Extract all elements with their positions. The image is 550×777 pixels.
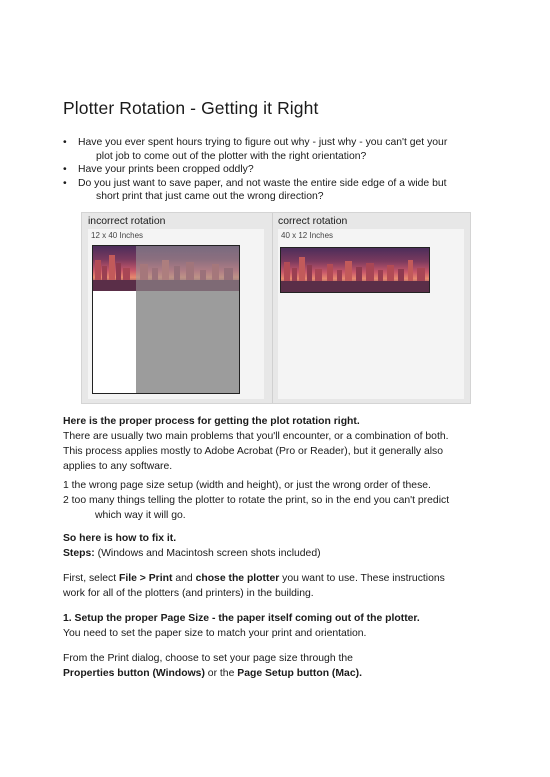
process-text-line: There are usually two main problems that you'll encounter, or a combination of both. [63,431,449,442]
dialog-line-1: From the Print dialog, choose to set your page size through the [63,653,353,664]
incorrect-rotation-label: incorrect rotation [88,216,166,227]
fix-section [63,531,493,561]
step-1-heading: 1. Setup the proper Page Size - the paper itself coming out of the plotter. [63,613,420,624]
problems-section [63,478,493,523]
print-dialog-instruction [63,651,493,681]
bullet-dot-icon: • [63,164,67,176]
problem-item-1: 1 the wrong page size setup (width and height), or just the wrong order of these. [63,480,431,491]
bullet-dot-icon: • [63,137,67,148]
dialog-line-2 [63,666,493,681]
incorrect-print-sheet [92,245,240,394]
bullet-text: Have you ever spent hours trying to figure out why - just why - you can't get your [78,137,448,148]
step-1-text: You need to set the paper size to match your print and orientation. [63,628,367,639]
dialog-text: . [359,668,362,679]
process-section [63,414,493,474]
bullet-text: Do you just want to save paper, and not waste the entire side edge of a wide but [78,177,447,189]
file-print-menu-label: File > Print [119,573,173,584]
fix-heading: So here is how to fix it. [63,533,177,544]
steps-text: (Windows and Macintosh screen shots included) [94,548,321,559]
first-instruction-line [63,571,493,586]
problem-item-2-continued: which way it will go. [95,510,186,521]
correct-rotation-label: correct rotation [278,216,348,227]
problem-item-2: 2 too many things telling the plotter to rotate the print, so in the end you can't predict [63,495,450,506]
bullet-item [60,177,490,204]
panel-divider [272,213,273,403]
first-text: and [172,573,196,584]
dialog-text: or the [204,668,238,679]
bullet-item [60,136,490,163]
first-instruction-line-2: work for all of the plotters (and printers) in the building. [63,588,314,599]
correct-size-label: 40 x 12 Inches [281,231,334,240]
chose-plotter-label: chose the plotter [195,573,280,584]
skyline-photo-visible [93,246,136,291]
correct-print-sheet [280,247,430,293]
first-instruction [63,571,493,601]
process-heading: Here is the proper process for getting the plot rotation right. [63,416,360,427]
page-setup-button-label: Page Setup button (Mac) [237,668,360,679]
properties-button-label: Properties button (Windows) [63,668,205,679]
skyline-silhouette [136,246,239,291]
skyline-silhouette [281,248,429,292]
intro-bullet-list [60,136,490,204]
first-text: you want to use. These instructions [279,573,445,584]
steps-label: Steps: [63,548,95,559]
bullet-text-continued: plot job to come out of the plotter with the right orientation? [96,150,367,162]
skyline-photo-full [281,248,429,292]
correct-preview-panel [278,229,464,399]
incorrect-size-label: 12 x 40 Inches [91,231,144,240]
incorrect-preview-panel [88,229,264,399]
first-text: First, select [63,573,120,584]
bullet-item [60,163,490,177]
skyline-photo-cropped [136,246,239,291]
process-text-line: applies to any software. [63,461,173,472]
blank-paper-area [93,291,136,393]
skyline-silhouette [93,246,136,291]
bullet-text-continued: short print that just came out the wrong direction? [96,191,324,203]
bullet-dot-icon: • [63,177,67,189]
rotation-comparison-figure [81,212,471,404]
process-text-line: This process applies mostly to Adobe Acrobat (Pro or Reader), but it generally also [63,446,444,457]
step-1-section [63,611,493,641]
steps-line [63,546,493,561]
page-title: Plotter Rotation - Getting it Right [63,98,319,118]
bullet-text: Have your prints been cropped oddly? [78,164,254,176]
